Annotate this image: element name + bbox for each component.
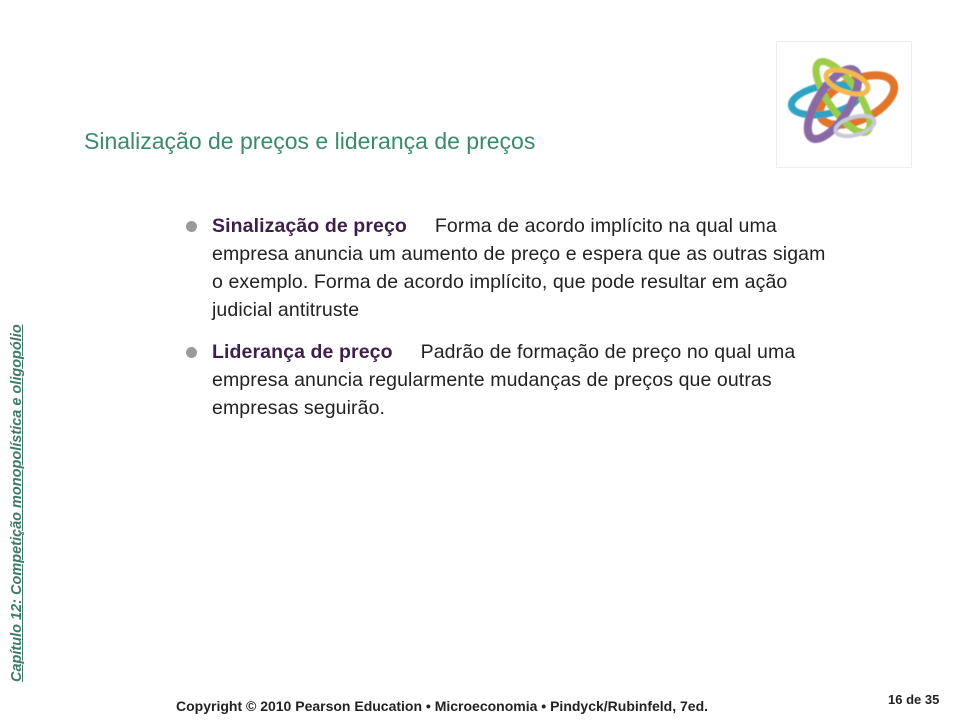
bullet-definition: Forma de acordo implícito na qual uma empresa anuncia um aumento de preço e espera que as outras sigam o exemplo. Forma de acordo implícito, que pode resultar em ação judicial antitruste xyxy=(212,215,826,321)
bullet-dot-icon xyxy=(186,221,197,232)
chapter-side-label: Capítulo 12: Competição monopolística e oligopólio xyxy=(9,324,25,682)
page-number: 16 de 35 xyxy=(888,692,940,707)
bullet-definition: Padrão de formação de preço no qual uma empresa anuncia regularmente mudanças de preços que outras empresas seguirão. xyxy=(212,341,796,419)
bullet-term: Sinalização de preço xyxy=(212,215,407,237)
logo xyxy=(776,41,912,168)
interlocking-rings-icon xyxy=(777,42,911,167)
copyright-footer: Copyright © 2010 Pearson Education • Microeconomia • Pindyck/Rubinfeld, 7ed. xyxy=(176,698,709,714)
bullet-price-signaling xyxy=(186,212,826,324)
bullet-price-leadership xyxy=(186,338,826,422)
bullet-dot-icon xyxy=(186,347,197,358)
bullet-list xyxy=(186,212,826,436)
bullet-term: Liderança de preço xyxy=(212,341,393,363)
slide-title: Sinalização de preços e liderança de preços xyxy=(84,128,536,154)
